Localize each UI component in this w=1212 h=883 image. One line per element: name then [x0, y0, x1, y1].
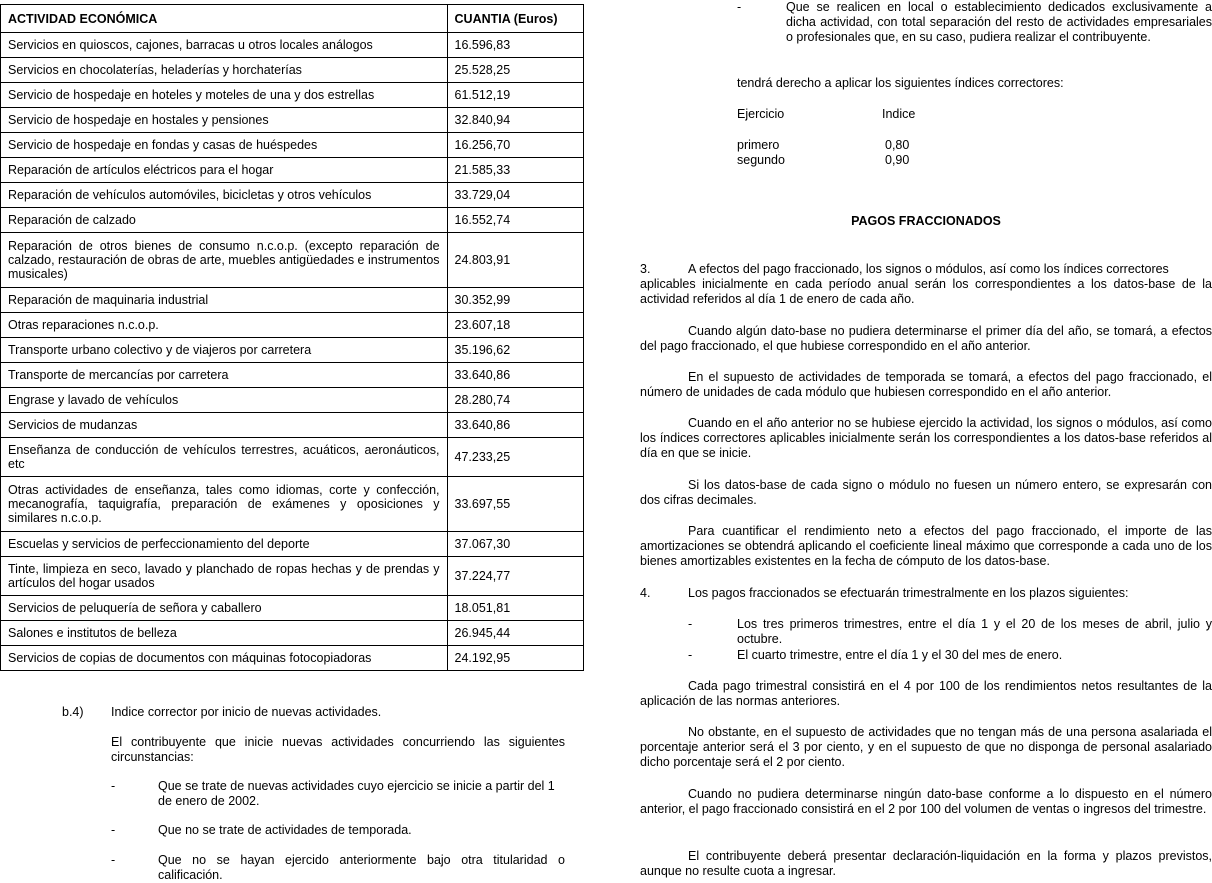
amount-cell: 33.697,55: [447, 477, 583, 532]
activity-cell: Servicios de copias de documentos con máquinas fotocopiadoras: [1, 646, 448, 671]
activity-cell: Salones e institutos de belleza: [1, 621, 448, 646]
table-row: [1, 413, 584, 438]
amount-cell: 28.280,74: [447, 388, 583, 413]
amount-cell: 47.233,25: [447, 438, 583, 477]
dash-marker: -: [688, 648, 693, 662]
amount-cell: 30.352,99: [447, 288, 583, 313]
section-label: b.4): [62, 705, 84, 719]
activity-cell: Servicio de hospedaje en hoteles y moteles de una y dos estrellas: [1, 83, 448, 108]
left-column: [0, 0, 584, 671]
condition-item: Que no se hayan ejercido anteriormente bajo otra titularidad o calificación.: [158, 853, 565, 882]
item-number: 3.: [640, 262, 651, 276]
table-row: [1, 33, 584, 58]
table-row: [1, 621, 584, 646]
header-activity: ACTIVIDAD ECONÓMICA: [1, 5, 448, 33]
table-body: [1, 33, 584, 671]
plazo-item: Los tres primeros trimestres, entre el día 1 y el 20 de los meses de abril, julio y octubre.: [737, 617, 1212, 646]
activity-cell: Otras actividades de enseñanza, tales como idiomas, corte y confección, mecanografía, taquigrafía, preparación de exámenes y oposiciones y similares n.c.o.p.: [1, 477, 448, 532]
amount-cell: 16.256,70: [447, 133, 583, 158]
paragraph-4: Los pagos fraccionados se efectuarán trimestralmente en los plazos siguientes:: [688, 586, 1129, 600]
activity-cell: Reparación de otros bienes de consumo n.c.o.p. (excepto reparación de calzado, restauración de obras de arte, muebles antigüedades e instrumentos musicales): [1, 233, 448, 288]
activity-cell: Transporte urbano colectivo y de viajeros por carretera: [1, 338, 448, 363]
ejercicio-name: segundo: [737, 153, 785, 167]
amount-cell: 33.640,86: [447, 413, 583, 438]
table-row: [1, 288, 584, 313]
amount-cell: 24.803,91: [447, 233, 583, 288]
table-row: [1, 83, 584, 108]
table-row: [1, 108, 584, 133]
table-row: [1, 646, 584, 671]
table-row: [1, 596, 584, 621]
amount-cell: 25.528,25: [447, 58, 583, 83]
paragraph-3-first-line: A efectos del pago fraccionado, los signos o módulos, así como los índices correctores: [688, 262, 1169, 276]
dash-marker: -: [111, 779, 116, 793]
condition-item: Que se realicen en local o establecimiento dedicados exclusivamente a dicha actividad, con total separación del resto de actividades empresariales o profesionales que, en su caso, pudiera realizar el contribuyente.: [786, 0, 1212, 44]
table-row: [1, 338, 584, 363]
amount-cell: 37.224,77: [447, 557, 583, 596]
paragraph: Para cuantificar el rendimiento neto a efectos del pago fraccionado, el importe de las amortizaciones se obtendrá aplicando el coeficiente lineal máximo que corresponde a cada uno de los bienes amortizables existentes en la fecha de cómputo de los datos-base.: [640, 524, 1212, 568]
ejercicio-value: 0,80: [885, 138, 910, 152]
table-row: [1, 58, 584, 83]
activity-cell: Reparación de calzado: [1, 208, 448, 233]
ejercicio-name: primero: [737, 138, 780, 152]
table-row: [1, 313, 584, 338]
section-title: Indice corrector por inicio de nuevas actividades.: [111, 705, 382, 719]
amount-cell: 18.051,81: [447, 596, 583, 621]
amount-cell: 32.840,94: [447, 108, 583, 133]
activity-cell: Tinte, limpieza en seco, lavado y planchado de ropas hechas y de prendas y artículos del hogar usados: [1, 557, 448, 596]
condition-item: Que se trate de nuevas actividades cuyo ejercicio se inicie a partir del 1 de enero de 2002.: [158, 779, 555, 808]
paragraph: No obstante, en el supuesto de actividades que no tengan más de una persona asalariada el porcentaje anterior será el 3 por ciento, y en el supuesto de que no disponga de personal asalariado dicho porcentaje será el 2 por ciento.: [640, 725, 1212, 769]
activity-cell: Servicio de hospedaje en fondas y casas de huéspedes: [1, 133, 448, 158]
tendra-paragraph: tendrá derecho a aplicar los siguientes índices correctores:: [737, 76, 1064, 90]
item-number: 4.: [640, 586, 651, 600]
col-ejercicio: Ejercicio: [737, 107, 785, 121]
amount-cell: 37.067,30: [447, 532, 583, 557]
activity-cell: Reparación de vehículos automóviles, bicicletas y otros vehículos: [1, 183, 448, 208]
amount-cell: 21.585,33: [447, 158, 583, 183]
activity-cell: Engrase y lavado de vehículos: [1, 388, 448, 413]
table-row: [1, 532, 584, 557]
paragraph: Cada pago trimestral consistirá en el 4 por 100 de los rendimientos netos resultantes de la aplicación de las normas anteriores.: [640, 679, 1212, 708]
table-row: [1, 363, 584, 388]
table-row: [1, 133, 584, 158]
activity-cell: Otras reparaciones n.c.o.p.: [1, 313, 448, 338]
activity-cell: Servicios de peluquería de señora y caballero: [1, 596, 448, 621]
activity-cell: Reparación de artículos eléctricos para el hogar: [1, 158, 448, 183]
table-header-row: [1, 5, 584, 33]
activity-cell: Servicios en quioscos, cajones, barracas u otros locales análogos: [1, 33, 448, 58]
amount-cell: 23.607,18: [447, 313, 583, 338]
activity-cell: Reparación de maquinaria industrial: [1, 288, 448, 313]
table-row: [1, 233, 584, 288]
amount-cell: 35.196,62: [447, 338, 583, 363]
activity-cell: Servicio de hospedaje en hostales y pensiones: [1, 108, 448, 133]
intro-paragraph: El contribuyente que inicie nuevas actividades concurriendo las siguientes circunstancias:: [111, 735, 565, 764]
header-amount: CUANTIA (Euros): [447, 5, 583, 33]
paragraph: Si los datos-base de cada signo o módulo no fuesen un número entero, se expresarán con dos cifras decimales.: [640, 478, 1212, 507]
amount-cell: 16.596,83: [447, 33, 583, 58]
activity-cell: Servicios de mudanzas: [1, 413, 448, 438]
activity-cell: Enseñanza de conducción de vehículos terrestres, acuáticos, aeronáuticos, etc: [1, 438, 448, 477]
activity-table: [0, 4, 584, 671]
paragraph: Cuando en el año anterior no se hubiese ejercido la actividad, los signos o módulos, así como los índices correctores aplicables inicialmente serán los correspondientes a los datos-base referidos al día en que se inicie.: [640, 416, 1212, 460]
dash-marker: -: [111, 853, 116, 867]
table-row: [1, 183, 584, 208]
amount-cell: 24.192,95: [447, 646, 583, 671]
col-indice: Indice: [882, 107, 916, 121]
amount-cell: 16.552,74: [447, 208, 583, 233]
dash-marker: -: [737, 0, 742, 14]
section-heading: PAGOS FRACCIONADOS: [851, 214, 1001, 228]
amount-cell: 33.729,04: [447, 183, 583, 208]
dash-marker: -: [111, 823, 116, 837]
table-row: [1, 208, 584, 233]
plazo-item: El cuarto trimestre, entre el día 1 y el 30 del mes de enero.: [737, 648, 1063, 662]
activity-cell: Escuelas y servicios de perfeccionamiento del deporte: [1, 532, 448, 557]
paragraph: Cuando no pudiera determinarse ningún dato-base conforme a lo dispuesto en el número anterior, el pago fraccionado consistirá en el 2 por 100 del volumen de ventas o ingresos del trimestre.: [640, 787, 1212, 816]
activity-cell: Transporte de mercancías por carretera: [1, 363, 448, 388]
table-row: [1, 158, 584, 183]
paragraph: En el supuesto de actividades de temporada se tomará, a efectos del pago fraccionado, el número de unidades de cada módulo que hubiesen correspondido en el año anterior.: [640, 370, 1212, 399]
amount-cell: 61.512,19: [447, 83, 583, 108]
table-row: [1, 557, 584, 596]
ejercicio-value: 0,90: [885, 153, 910, 167]
amount-cell: 33.640,86: [447, 363, 583, 388]
table-row: [1, 388, 584, 413]
paragraph: El contribuyente deberá presentar declaración-liquidación en la forma y plazos previstos, aunque no resulte cuota a ingresar.: [640, 849, 1212, 878]
table-row: [1, 477, 584, 532]
paragraph-3-rest: aplicables inicialmente en cada período anual serán los correspondientes a los datos-base de la actividad referidos al día 1 de enero de cada año.: [640, 277, 1212, 306]
amount-cell: 26.945,44: [447, 621, 583, 646]
activity-cell: Servicios en chocolaterías, heladerías y horchaterías: [1, 58, 448, 83]
dash-marker: -: [688, 617, 693, 631]
condition-item: Que no se trate de actividades de temporada.: [158, 823, 412, 837]
table-row: [1, 438, 584, 477]
paragraph: Cuando algún dato-base no pudiera determinarse el primer día del año, se tomará, a efectos del pago fraccionado, el que hubiese correspondido en el año anterior.: [640, 324, 1212, 353]
